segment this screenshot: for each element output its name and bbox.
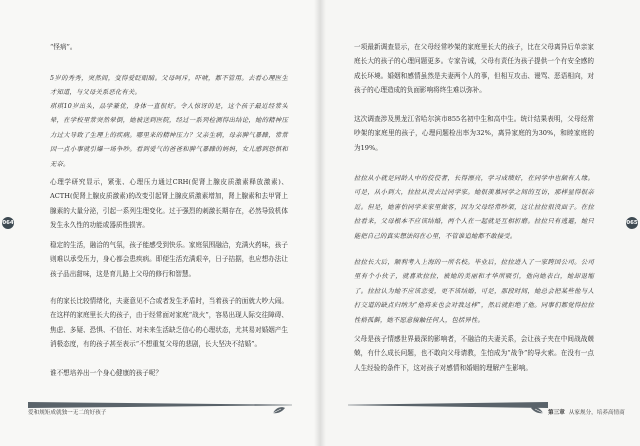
leaf-ornament-icon	[530, 406, 544, 415]
book-gutter	[314, 0, 326, 446]
story-paragraph-lala-grown: 拉拉长大后，顺利考入上海的一所名校。毕业后，拉拉进入了一家跨国公司。公司里有个小伙子，就喜欢拉拉，被她的美丽和才华所吸引，他向她表白，她却退缩了。拉拉认为她不应该恋爱，更不该结婚，可是，那段时间，她总会把某些他与人打交道的缺点归纳为“他将来也会对我这样”，然后就拒绝了他。同事们都觉得拉拉性格孤僻，她不愿意接触任何人，包括异性。	[354, 259, 594, 324]
story-paragraph-lala: 拉拉从小就是同龄人中的佼佼者，长得漂亮，学习成绩好，在同学中也颇有人缘。可是，从小到大，拉拉从没去过同学家。她很羡慕同学之间的互访，那样显得很亲近。但是，她害怕同学来家里做客，因为父母经常吵架，这让拉拉很没面子。在拉拉看来，父母根本不应该结婚，两个人在一起就是互相折磨。拉拉只有逃避，她只能把自己的真实想法闷在心里，不管谁追她都不敢接受。	[354, 175, 594, 240]
paragraph-survey: 一项最新调查显示，在父母经常吵架的家庭里长大的孩子，比在父母离异后单亲家庭长大的孩子的心理问题更多。专家告诫，父母有责任为孩子提供一个有安全感的成长环境。婚姻和感情虽然是夫妻两个人的事，但相互攻击、谩骂、恶语相向，对孩子的心理造成的负面影响将终生难以弥补。	[354, 43, 594, 95]
paragraph-parents-emotional: 有的家长比较情绪化，夫妻意见不合或者发生矛盾时，当着孩子的面就大吵大闹。在这样的家庭里长大的孩子，由于经常面对家庭“战火”，容易出现人际交往障碍、焦虑、多疑、恐惧、不信任、对未来生活缺乏信心的心理状态，尤其易对婚姻产生消极态度，有的孩子甚至表示“不想重复父母的悲剧，长大坚决不结婚”。	[50, 297, 288, 349]
page-number: 064	[2, 217, 14, 229]
footer-rule	[348, 402, 548, 408]
page-number: 065	[626, 217, 638, 229]
paragraph-1: “怪病”。	[50, 43, 77, 51]
paragraph-psychology: 心理学研究显示，紧张、心理压力通过CRH(促肾上腺皮质激素释放激素)、ACTH(促肾上腺皮质激素)的改变引起肾上腺皮质激素增加，肾上腺素和去甲肾上腺素的大量分泌，引起一系列生理变化。过于强烈的刺激长期存在，必然导致机体发生永久性的功能或器质性损害。	[50, 178, 288, 230]
right-page	[320, 0, 640, 446]
paragraph-stable-life: 稳定的生活，融洽的气氛，孩子能感受到快乐。家庭氛围融洽，充满火药味，孩子则难以承受压力，身心都会患疾病。即便生活充满艰辛，日子拮据，也应想办法让孩子品出甜味，这是育儿路上父母的修行和智慧。	[50, 241, 288, 278]
paragraph-closing-question: 谁不想培养出一个身心健康的孩子呢？	[50, 369, 163, 377]
chapter-title: 从家规分，培养高情商	[568, 410, 625, 416]
paragraph-conclusion: 父母是孩子情感世界最深的影响者，不融洽的夫妻关系，会让孩子夹在中间战战兢兢，有什么成长问题，也不敢向父母请教，生怕成为“战争”的导火索。在没有一点人生经验的条件下，这对孩子对感情和婚姻的理解产生影响。	[354, 335, 594, 372]
running-footer	[28, 408, 106, 416]
running-footer	[548, 408, 625, 416]
chapter-label: 第三章	[548, 410, 565, 416]
paragraph-survey-stats: 这次调查涉及黑龙江省哈尔滨市855名初中生和高中生。统计结果表明，父母经常吵架的家庭里的孩子，心理问题检出率为32%，离异家庭的为30%，和睦家庭的为19%。	[354, 115, 594, 152]
story-paragraph-xiuxiu: 5岁的秀秀，突然间，变得爱眨眼睛。父母呵斥，吓唬，都不管用。去看心理医生才知道，与父母关系恶化有关。	[50, 75, 288, 97]
story-paragraph-qiqi: 琪琪10岁出头，品学兼优，身体一直很好。令人惊讶的是，这个孩子最近经常头晕，在学校里常突然晕倒，她被送到医院，经过一系列检测得出结论，她的精神压力过大导致了生理上的疾病。哪里来的精神压力？父亲生病，母亲脾气暴躁，常常因一点小事就引爆一场争吵。看到爱气的爸爸和脾气暴躁的妈妈，女儿感到恐惧和无奈。	[50, 103, 288, 168]
book-title: 爱和规矩成就独一无二的好孩子	[28, 410, 107, 416]
leaf-ornament-icon	[272, 406, 286, 415]
